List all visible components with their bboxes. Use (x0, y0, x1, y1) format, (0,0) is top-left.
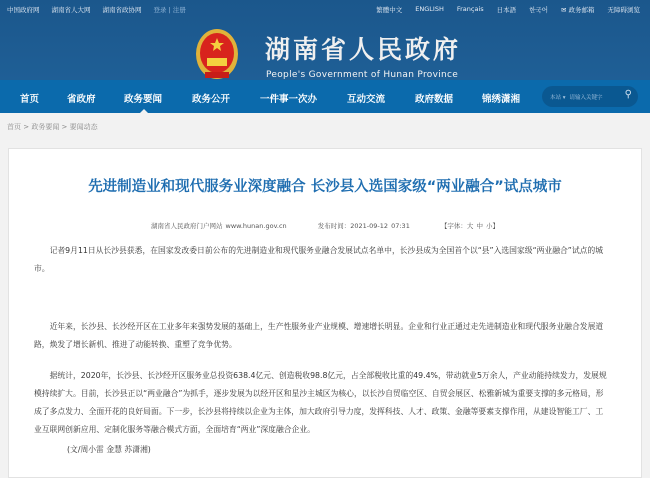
header-banner (0, 0, 650, 80)
gov-mail-link[interactable]: ✉ 政务邮箱 (560, 6, 595, 14)
lang-traditional[interactable]: 繁體中文 (376, 6, 403, 14)
link-npc[interactable]: 湖南省人大网 (51, 6, 91, 14)
search-scope-select[interactable]: 本站 ▾ (550, 94, 566, 101)
national-emblem-icon (195, 28, 239, 84)
language-links (376, 5, 640, 14)
nav-gov-news[interactable]: 政务要闻 (124, 94, 163, 105)
top-links (7, 5, 186, 14)
lang-english[interactable]: ENGLISH (415, 5, 444, 13)
search-input[interactable]: 请输入关键字 (569, 94, 603, 101)
lang-japanese[interactable]: 日本語 (496, 6, 517, 14)
font-size-control[interactable]: 【字体：大 中 小】 (440, 222, 500, 230)
article-container (8, 148, 642, 478)
article-paragraph: 近年来，长沙县、长沙经开区在工业多年来强势发展的基础上，生产性服务业产业规模、增速增长明显。企业和行业正通过走先进制造业和现代服务业融合发展道路，焕发了增长新机、推进了动能转换、重塑了竞争优势。 (34, 322, 604, 349)
article-paragraph: 据统计，2020年，长沙县、长沙经开区服务业总投资638.4亿元、创造税收98.8亿元，占全部税收比重的49.4%，带动就业5万余人，产业动能持续发力，发展规模持续扩大。目前，长沙县正以“两业融合”为抓手，逐步发展为以经开区和星沙主城区为核心，以长沙自贸临空区、自贸会展区、松雅新城为重要支撑的多元格局，形成了多点发力、全面开花的良好局面。下一步，长沙县将持续以企业为主体，加大政府引导力度，发挥科技、人才、政策、金融等要素支撑作用，从建设智能工厂、工业互联网创新应用、定制化服务等融合模式方面，全面培育“两业”深度融合企业。 (34, 371, 607, 434)
active-nav-indicator (140, 109, 148, 113)
accessibility-link[interactable]: 无障碍浏览 (607, 6, 640, 14)
article-meta (9, 221, 641, 230)
nav-interaction[interactable]: 互动交流 (347, 94, 386, 105)
site-subtitle: People's Government of Hunan Province (266, 70, 459, 80)
login-register-link[interactable]: 登录 | 注册 (153, 6, 186, 14)
site-title: 湖南省人民政府 (265, 35, 462, 64)
article-source: 湖南省人民政府门户网站 www.hunan.gov.cn (150, 222, 287, 230)
lang-french[interactable]: Français (456, 5, 484, 13)
article-title: 先进制造业和现代服务业深度融合 长沙县入选国家级“两业融合”试点城市 (88, 179, 562, 195)
nav-gov-affairs[interactable]: 政务公开 (192, 94, 231, 105)
nav-home[interactable]: 首页 (20, 94, 40, 105)
article-author: (文/周小雷 金慧 苏潇湘) (67, 445, 151, 454)
breadcrumb: 首页 > 政务要闻 > 要闻动态 (7, 123, 98, 131)
nav-gov-data[interactable]: 政府数据 (415, 94, 454, 105)
publish-time: 发布时间：2021-09-12 07:31 (317, 222, 410, 230)
nav-provincial-gov[interactable]: 省政府 (67, 94, 96, 105)
article-paragraph: 记者9月11日从长沙县获悉，在国家发改委日前公布的先进制造业和现代服务业融合发展试点名单中，长沙县成为全国首个以“县”入选国家级“两业融合”试点的城市。 (34, 246, 604, 273)
nav-hunan-scenery[interactable]: 锦绣潇湘 (482, 94, 521, 105)
link-cppcc[interactable]: 湖南省政协网 (102, 6, 142, 14)
main-nav (0, 80, 650, 113)
search-box[interactable] (542, 86, 638, 107)
lang-korean[interactable]: 한국어 (529, 6, 548, 14)
search-icon[interactable]: ⚲ (624, 89, 632, 100)
link-gov-cn[interactable]: 中国政府网 (7, 6, 40, 14)
nav-one-stop[interactable]: 一件事一次办 (260, 94, 318, 105)
